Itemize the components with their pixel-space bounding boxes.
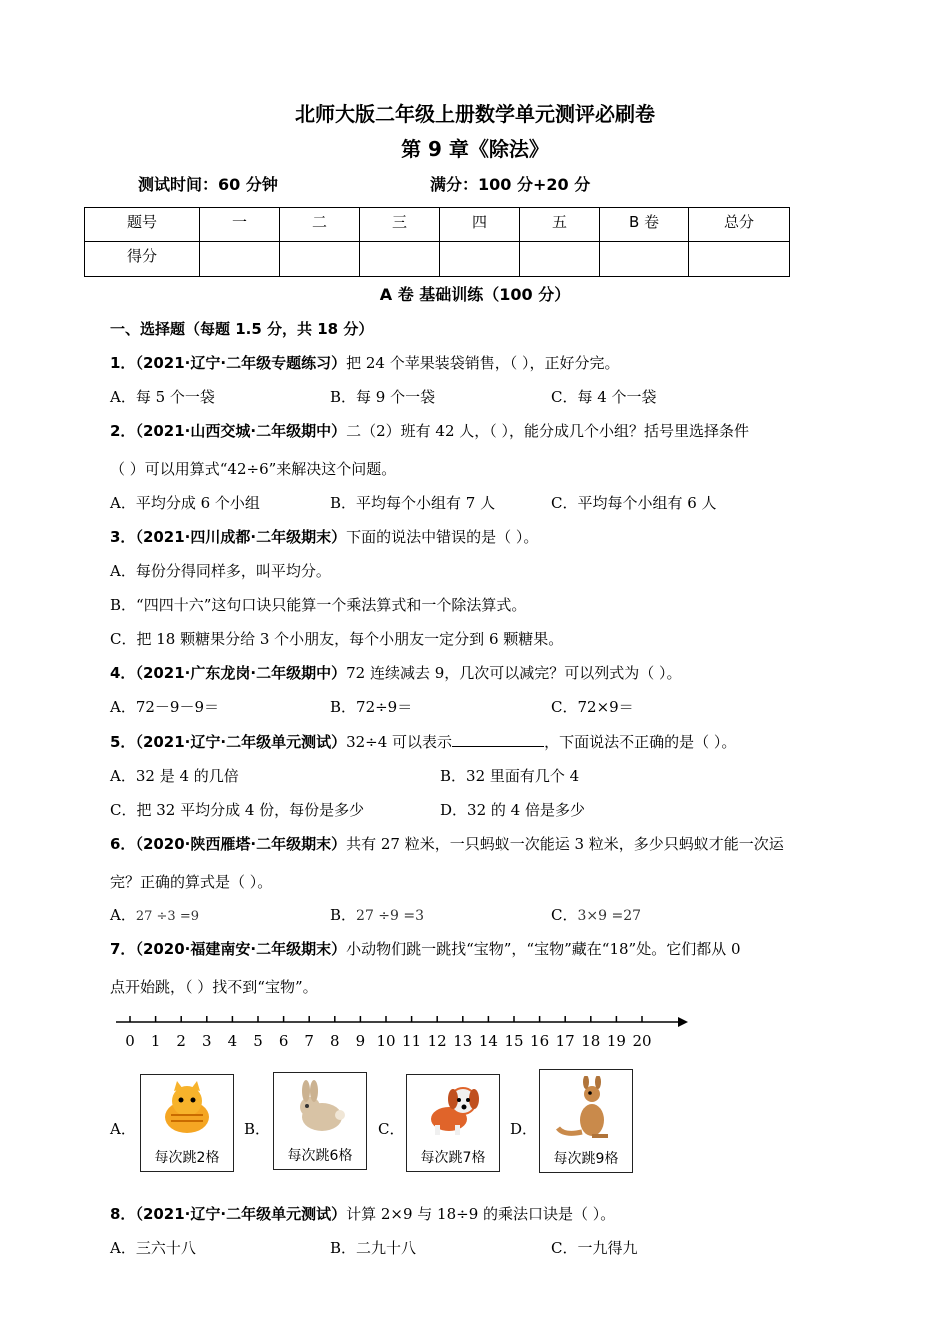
score-header: B 卷: [600, 208, 689, 242]
question-text: ，下面说法不正确的是（ ）。: [544, 733, 737, 751]
question-source: （2021·四川成都·二年级期末）: [135, 528, 347, 546]
option-b: B．平均每个小组有 7 人: [330, 494, 496, 512]
animal-card-dog: [406, 1074, 500, 1172]
option-a: A．: [110, 1120, 136, 1138]
question-text: 32÷4 可以表示: [346, 733, 453, 751]
arrow-icon: [678, 1017, 688, 1027]
question-text-cont: 完？正确的算式是（ ）。: [110, 873, 273, 891]
option-a: A．平均分成 6 个小组: [110, 494, 260, 512]
option-b: B．: [244, 1120, 271, 1138]
number-line-label: 14: [478, 1032, 498, 1050]
option-a: A．72－9－9＝: [110, 698, 220, 716]
score-header: 五: [520, 208, 600, 242]
score-header: 四: [440, 208, 520, 242]
option-b: [330, 904, 424, 925]
formula: 27 ÷3 =9: [135, 909, 199, 924]
number-line-label: 3: [202, 1032, 212, 1050]
question-text: 共有 27 粒米，一只蚂蚁一次能运 3 粒米，多少只蚂蚁才能一次运: [346, 835, 784, 853]
cat-icon: [157, 1081, 217, 1139]
option-letter: B．: [330, 906, 357, 924]
number-line-label: 15: [504, 1032, 524, 1050]
option-c: C．一九得九: [551, 1239, 638, 1257]
question-source: （2021·辽宁·二年级单元测试）: [135, 1205, 347, 1223]
number-line-label: 9: [355, 1032, 366, 1050]
question-number: 4．: [110, 664, 136, 682]
question-number: 7．: [110, 940, 136, 958]
question-text: 二（2）班有 42 人，（ ），能分成几个小组？括号里选择条件: [346, 422, 750, 440]
number-line-label: 18: [581, 1032, 601, 1050]
score-cell: [280, 242, 360, 277]
option-b: B．“四四十六”这句口诀只能算一个乘法算式和一个除法算式。: [110, 596, 527, 614]
question-text: 计算 2×9 与 18÷9 的乘法口诀是（ ）。: [346, 1205, 616, 1223]
question-text-cont: （ ）可以用算式“42÷6”来解决这个问题。: [110, 460, 397, 478]
card-caption: 每次跳9格: [553, 1151, 619, 1167]
score-header: 题号: [85, 208, 200, 242]
question-text: 下面的说法中错误的是（ ）。: [346, 528, 539, 546]
option-c: C．平均每个小组有 6 人: [551, 494, 717, 512]
question-number: 5．: [110, 733, 136, 751]
option-a: A．每份分得同样多，叫平均分。: [110, 562, 331, 580]
rabbit-icon: [290, 1079, 350, 1137]
question-source: （2021·辽宁·二年级专题练习）: [135, 354, 347, 372]
score-cell: [440, 242, 520, 277]
score-cell: [360, 242, 440, 277]
option-b: B．72÷9＝: [330, 698, 413, 716]
section-a-title: A 卷 基础训练（100 分）: [379, 285, 571, 304]
number-line-label: 5: [253, 1032, 263, 1050]
score-cell: [600, 242, 689, 277]
page-title: 北师大版二年级上册数学单元测评必刷卷: [295, 102, 655, 126]
number-line-label: 17: [555, 1032, 575, 1050]
option-c: C．把 32 平均分成 4 份，每份是多少: [110, 801, 365, 819]
question-3: [110, 526, 538, 547]
question-5: [110, 731, 736, 752]
question-2: [110, 420, 749, 441]
question-source: （2020·福建南安·二年级期末）: [135, 940, 347, 958]
score-cell: [200, 242, 280, 277]
option-c: [551, 904, 641, 925]
part1-title: 一、选择题（每题 1.5 分，共 18 分）: [110, 320, 374, 338]
question-source: （2021·辽宁·二年级单元测试）: [135, 733, 347, 751]
score-header: 一: [200, 208, 280, 242]
question-1: [110, 352, 620, 373]
option-d: D．: [510, 1120, 538, 1138]
dog-icon: [423, 1081, 483, 1139]
score-cell: [520, 242, 600, 277]
score-header: 二: [280, 208, 360, 242]
option-a: A．32 是 4 的几倍: [110, 767, 239, 785]
test-time: 测试时间：60 分钟: [138, 175, 278, 194]
number-line-label: 6: [278, 1032, 289, 1050]
answer-blank[interactable]: [452, 732, 544, 747]
card-caption: 每次跳2格: [154, 1150, 220, 1166]
option-a: [110, 904, 199, 925]
number-line-label: 4: [227, 1032, 238, 1050]
number-line-label: 20: [632, 1032, 652, 1050]
option-letter: A．: [110, 906, 136, 924]
kangaroo-icon: [556, 1076, 616, 1142]
score-cell: [689, 242, 790, 277]
score-header: 三: [360, 208, 440, 242]
option-c: C．每 4 个一袋: [551, 388, 657, 406]
number-line-label: 0: [125, 1032, 135, 1050]
question-number: 3．: [110, 528, 136, 546]
card-caption: 每次跳7格: [420, 1150, 486, 1166]
page-subtitle: 第 9 章《除法》: [401, 137, 549, 161]
option-b: B．二九十八: [330, 1239, 417, 1257]
score-row-label: 得分: [85, 242, 200, 277]
formula: 27 ÷9 =3: [356, 908, 425, 924]
option-letter: C．: [551, 906, 578, 924]
number-line: [110, 1010, 700, 1054]
question-7: [110, 938, 741, 959]
question-4: [110, 662, 682, 683]
number-line-label: 16: [530, 1032, 550, 1050]
option-b: B．每 9 个一袋: [330, 388, 436, 406]
card-caption: 每次跳6格: [287, 1148, 353, 1164]
animal-card-cat: [140, 1074, 234, 1172]
question-8: [110, 1203, 615, 1224]
score-header: 总分: [689, 208, 790, 242]
number-line-label: 7: [304, 1032, 314, 1050]
number-line-label: 19: [606, 1032, 626, 1050]
option-a: A．三六十八: [110, 1239, 196, 1257]
number-line-label: 13: [453, 1032, 473, 1050]
option-a: A．每 5 个一袋: [110, 388, 215, 406]
animal-card-rabbit: [273, 1072, 367, 1170]
animal-card-kangaroo: [539, 1069, 633, 1173]
option-c: C．72×9＝: [551, 698, 634, 716]
question-number: 1．: [110, 354, 136, 372]
question-source: （2020·陕西雁塔·二年级期末）: [135, 835, 347, 853]
number-line-label: 11: [402, 1032, 422, 1050]
question-text: 72 连续减去 9，几次可以减完？可以列式为（ ）。: [346, 664, 682, 682]
question-6: [110, 833, 784, 854]
option-c: C．: [378, 1120, 405, 1138]
question-source: （2021·山西交城·二年级期中）: [135, 422, 347, 440]
number-line-label: 8: [330, 1032, 340, 1050]
question-text: 把 24 个苹果装袋销售，（ ），正好分完。: [346, 354, 620, 372]
full-score: 满分：100 分+20 分: [430, 175, 591, 194]
question-text: 小动物们跳一跳找“宝物”，“宝物”藏在“18”处。它们都从 0: [346, 940, 741, 958]
number-line-label: 10: [376, 1032, 396, 1050]
option-b: B．32 里面有几个 4: [440, 767, 580, 785]
option-c: C．把 18 颗糖果分给 3 个小朋友，每个小朋友一定分到 6 颗糖果。: [110, 630, 564, 648]
number-line-label: 2: [176, 1032, 186, 1050]
option-d: D．32 的 4 倍是多少: [440, 801, 585, 819]
number-line-label: 1: [150, 1032, 161, 1050]
question-text-cont: 点开始跳，（ ）找不到“宝物”。: [110, 978, 318, 996]
question-number: 2．: [110, 422, 136, 440]
question-source: （2021·广东龙岗·二年级期中）: [135, 664, 347, 682]
formula: 3×9 =27: [577, 908, 642, 924]
question-number: 8．: [110, 1205, 136, 1223]
number-line-label: 12: [427, 1032, 447, 1050]
score-table: [84, 207, 790, 277]
question-number: 6．: [110, 835, 136, 853]
